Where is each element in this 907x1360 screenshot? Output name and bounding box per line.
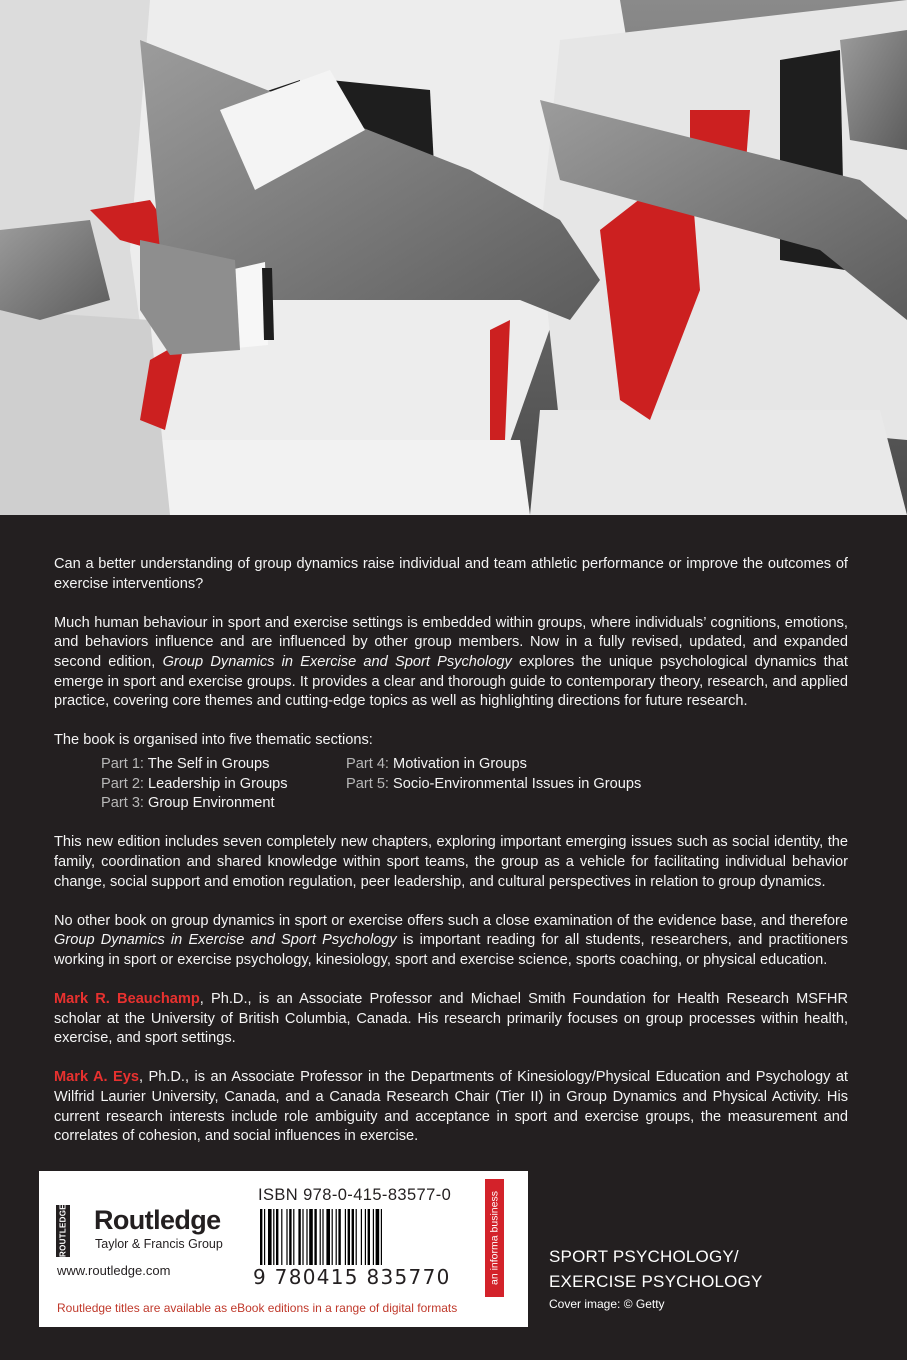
author-bio: Mark A. Eys, Ph.D., is an Associate Professor in the Departments of Kinesiology/Physical Education and Psychology at Wilfrid Laurier University, Canada, and a Canada Research Chair (Tier II) in Group Dynamics and Physical Activity. His current research interests include role ambiguity and acceptance in sport and exercise groups, the measurement and correlates of cohesion, and social influences in exercise. (54, 1069, 848, 1145)
new-edition-paragraph: This new edition includes seven completely new chapters, exploring important emerging issues such as social identity, the family, coordination and shared knowledge within sport teams, the group as a vehicle for facilitating individual behavior change, social support and emotion regulation, peer leadership, and cultural perspectives in relation to group dynamics. (54, 834, 848, 890)
part-item: Part 4: Motivation in Groups (346, 755, 527, 772)
cover-credit: Cover image: © Getty (549, 1297, 665, 1311)
part-item: Part 5: Socio-Environmental Issues in Groups (346, 775, 642, 792)
author-bio: Mark R. Beauchamp, Ph.D., is an Associate Professor and Michael Smith Foundation for Health Research MSFHR scholar at the University of British Columbia, Canada. His research primarily focuses on group processes within health, exercise, and sport settings. (54, 991, 849, 1047)
ebook-note: Routledge titles are available as eBook editions in a range of digital formats (57, 1301, 458, 1315)
intro-paragraph: Can a better understanding of group dynamics raise individual and team athletic performance or improve the outcomes of exercise interventions? (54, 556, 848, 592)
publisher-panel (39, 1171, 528, 1327)
informa-badge: an informa business (485, 1179, 504, 1297)
isbn-label: ISBN 978-0-415-83577-0 (258, 1186, 452, 1204)
cover-photo (0, 0, 907, 515)
description-text: Much human behaviour in sport and exercise settings is embedded within groups, where individuals’ cognitions, emotions, and behaviors influence and are influenced by other group members. Now in a fully revised, updated, and expanded second edition, (54, 614, 848, 670)
description-text: explores the unique psychological dynamics that emerge in sport and exercise groups. It provides a clear and thorough guide to contemporary theory, research, and applied practice, covering core themes and cutting-edge topics as well as highlighting directions for future research. (54, 653, 848, 710)
part-item: Part 2: Leadership in Groups (101, 775, 288, 792)
book-title: Group Dynamics in Exercise and Sport Psychology (162, 653, 512, 670)
part-item: Part 3: Group Environment (101, 795, 275, 812)
blurb (54, 555, 848, 1166)
sections-intro: The book is organised into five thematic sections: (54, 732, 373, 749)
author-name: Mark A. Eys (54, 1069, 139, 1086)
parts-list (101, 755, 848, 814)
publisher-name: Routledge (94, 1205, 221, 1235)
publisher-group: Taylor & Francis Group (95, 1237, 223, 1251)
barcode-digits: 9 780415 835770 (253, 1265, 451, 1289)
author-name: Mark R. Beauchamp (54, 991, 200, 1008)
part-item: Part 1: The Self in Groups (101, 755, 270, 772)
subject-category (549, 1244, 763, 1294)
logo-mark: ROUTLEDGE (56, 1205, 70, 1257)
book-title: Group Dynamics in Exercise and Sport Psychology (54, 932, 397, 949)
publisher-website[interactable]: www.routledge.com (57, 1263, 171, 1278)
category-line: SPORT PSYCHOLOGY/ (549, 1247, 739, 1266)
description-paragraph (54, 614, 848, 712)
evidence-paragraph: No other book on group dynamics in sport or exercise offers such a close examination of the evidence base, and therefore Group Dynamics in Exercise and Sport Psychology is important reading for all students, researchers, and practitioners working in sport or exercise psychology, kinesiology, sport and exercise science, sports coaching, or physical education. (54, 912, 848, 968)
category-line: EXERCISE PSYCHOLOGY (549, 1272, 763, 1291)
